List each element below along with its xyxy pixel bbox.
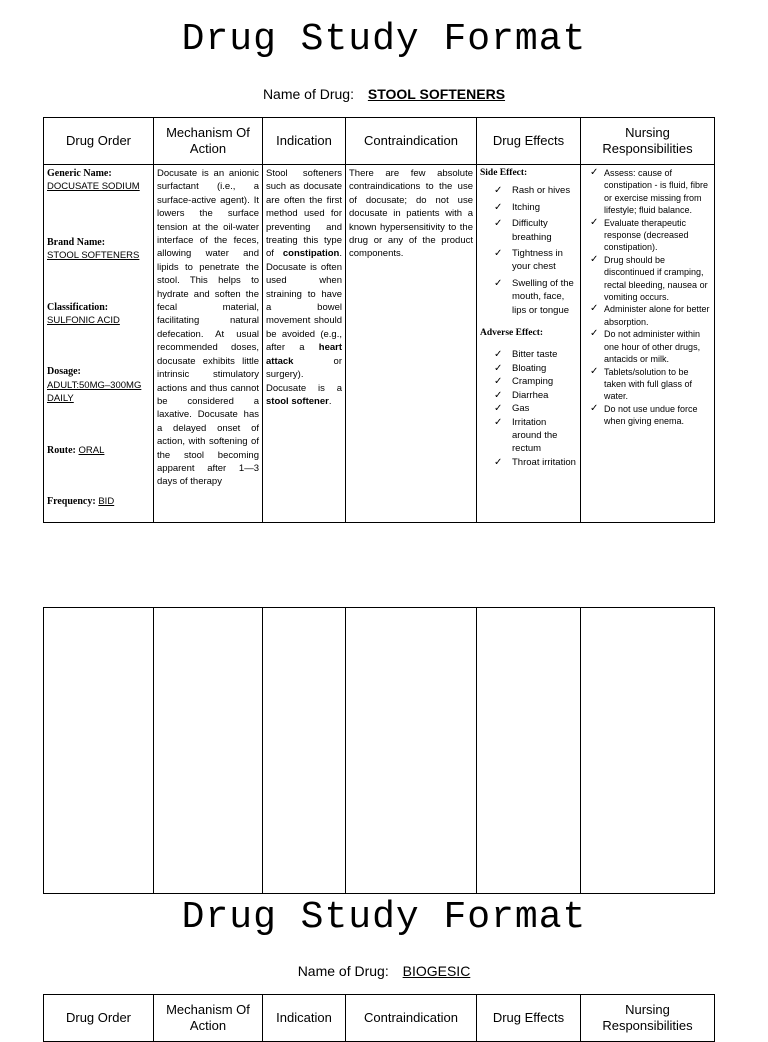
drug-study-table-2 bbox=[43, 994, 715, 1042]
generic-name-label: Generic Name: bbox=[47, 168, 112, 179]
route-label: Route: bbox=[47, 444, 76, 456]
indication-text-1: Stool softeners such as docusate are often the first method used for preventing and treating this type of bbox=[266, 168, 342, 260]
drug-order-cell bbox=[44, 165, 154, 523]
blank-cell bbox=[477, 608, 581, 894]
header-mechanism: Mechanism Of Action bbox=[154, 118, 263, 165]
header-nursing-2: Nursing Responsibilities bbox=[581, 995, 715, 1042]
list-item: ✓ Do not use undue force when giving enema. bbox=[590, 403, 711, 428]
indication-cell bbox=[263, 165, 346, 523]
indication-text-3: or surgery). Docusate is a bbox=[266, 355, 342, 394]
table-header-row bbox=[44, 118, 715, 165]
list-item: ✓ Bloating bbox=[494, 362, 577, 375]
dosage-value: ADULT:50MG–300MG DAILY bbox=[47, 379, 142, 405]
drug-name-value-2: BIOGESIC bbox=[402, 963, 471, 979]
drug-study-table bbox=[43, 117, 715, 523]
indication-text-2: . Docusate is often used when straining to have a bowel movement should be avoided (e.g., after a bbox=[266, 248, 342, 354]
nursing-list bbox=[584, 167, 711, 428]
list-item: ✓ Evaluate therapeutic response (decreased constipation). bbox=[590, 217, 711, 254]
list-item: ✓ Swelling of the mouth, face, lips or tongue bbox=[494, 277, 577, 317]
mechanism-cell: Docusate is an anionic surfactant (i.e., a surface-active agent). It lowers the surface tension at the oil-water interface of the feces, allowing water and lipids to penetrate the stool. This helps to hydrate and soften the fecal material, facilitating natural defecation. At usual recommended doses, docusate exhibits little intrinsic stimulatory actions and thus cannot be considered a laxative. Docusate has a delayed onset of action, with softening of the stool becoming apparent after 1—3 days of therapy bbox=[154, 165, 263, 523]
list-item: ✓ Do not administer within one hour of other drugs, antacids or milk. bbox=[590, 328, 711, 365]
list-item: ✓ Cramping bbox=[494, 375, 577, 388]
side-effect-list bbox=[480, 184, 577, 317]
blank-cell bbox=[44, 608, 154, 894]
list-item: ✓ Drug should be discontinued if cramping, rectal bleeding, nausea or vomiting occurs. bbox=[590, 254, 711, 304]
blank-cell bbox=[154, 608, 263, 894]
drug-name-label: Name of Drug: bbox=[262, 86, 354, 102]
brand-name-value: STOOL SOFTENERS bbox=[47, 250, 140, 262]
header-indication-2: Indication bbox=[263, 995, 346, 1042]
list-item: ✓ Irritation around the rectum bbox=[494, 416, 577, 456]
drug-name-value: STOOL SOFTENERS bbox=[367, 86, 506, 102]
list-item: ✓ Bitter taste bbox=[494, 348, 577, 361]
adverse-effect-list bbox=[480, 348, 577, 469]
list-item: ✓ Difficulty breathing bbox=[494, 217, 577, 244]
table-header-row-2 bbox=[44, 995, 715, 1042]
classification-label: Classification: bbox=[47, 301, 109, 313]
list-item: ✓ Rash or hives bbox=[494, 184, 577, 197]
list-item: ✓ Itching bbox=[494, 201, 577, 214]
indication-text-4: . bbox=[328, 395, 332, 407]
table-row bbox=[44, 608, 715, 894]
nursing-cell bbox=[581, 165, 715, 523]
indication-bold-1: constipation bbox=[282, 248, 340, 260]
list-item: ✓ Gas bbox=[494, 402, 577, 415]
blank-cell bbox=[346, 608, 477, 894]
contraindication-cell: There are few absolute contraindications to the use of docusate; do not use docusate in patients with a known hypersensitivity to the drug or any of the product components. bbox=[346, 165, 477, 523]
frequency-value: BID bbox=[98, 496, 115, 508]
list-item: ✓ Diarrhea bbox=[494, 389, 577, 402]
drug-name-line bbox=[0, 86, 768, 102]
adverse-effect-label: Adverse Effect: bbox=[480, 328, 544, 339]
route-value: ORAL bbox=[78, 444, 105, 456]
list-item: ✓ Administer alone for better absorption. bbox=[590, 303, 711, 328]
header-contraindication: Contraindication bbox=[346, 118, 477, 165]
drug-name-label-2: Name of Drug: bbox=[297, 963, 389, 979]
page-title-2: Drug Study Format bbox=[181, 896, 587, 939]
dosage-label: Dosage: bbox=[47, 366, 81, 378]
drug-effects-cell bbox=[477, 165, 581, 523]
frequency-label: Frequency: bbox=[47, 496, 96, 508]
blank-table bbox=[43, 607, 715, 894]
brand-name-label: Brand Name: bbox=[47, 236, 106, 248]
drug-name-line-2 bbox=[0, 963, 768, 979]
generic-name-value: DOCUSATE SODIUM bbox=[47, 181, 140, 193]
list-item: ✓ Throat irritation bbox=[494, 456, 577, 469]
header-drug-effects-2: Drug Effects bbox=[477, 995, 581, 1042]
header-contraindication-2: Contraindication bbox=[346, 995, 477, 1042]
indication-bold-2: heart attack bbox=[266, 342, 342, 367]
header-drug-order-2: Drug Order bbox=[44, 995, 154, 1042]
header-nursing: Nursing Responsibilities bbox=[581, 118, 715, 165]
side-effect-label: Side Effect: bbox=[480, 168, 528, 178]
page-title: Drug Study Format bbox=[181, 18, 587, 61]
header-indication: Indication bbox=[263, 118, 346, 165]
blank-cell bbox=[581, 608, 715, 894]
table-row bbox=[44, 165, 715, 523]
indication-bold-3: stool softener bbox=[266, 395, 329, 407]
classification-value: SULFONIC ACID bbox=[47, 315, 120, 327]
list-item: ✓ Assess: cause of constipation - is fluid, fibre or exercise missing from lifestyle; fluid balance. bbox=[590, 167, 711, 217]
header-drug-order: Drug Order bbox=[44, 118, 154, 165]
header-drug-effects: Drug Effects bbox=[477, 118, 581, 165]
list-item: ✓ Tightness in your chest bbox=[494, 247, 577, 274]
list-item: ✓ Tablets/solution to be taken with full glass of water. bbox=[590, 366, 711, 403]
blank-cell bbox=[263, 608, 346, 894]
header-mechanism-2: Mechanism Of Action bbox=[154, 995, 263, 1042]
